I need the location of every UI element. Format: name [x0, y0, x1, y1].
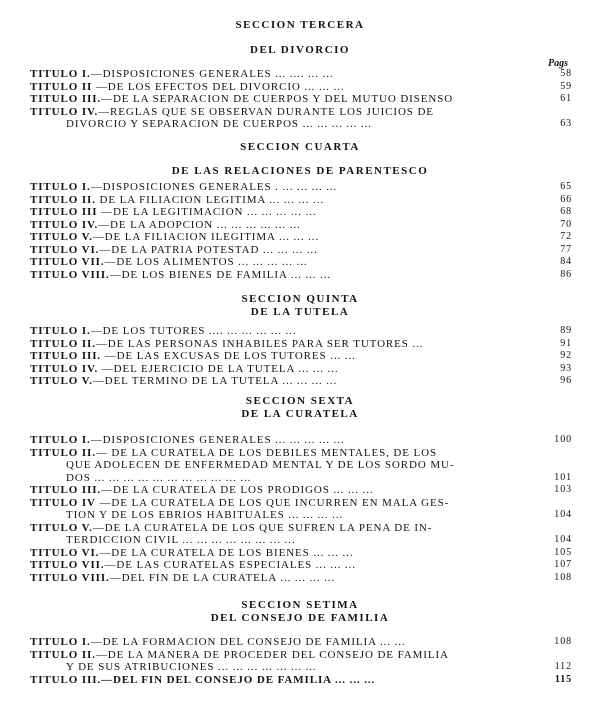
- title-number: TITULO I.: [30, 434, 91, 446]
- title-number: TITULO II: [30, 80, 93, 93]
- page-number: 70: [560, 218, 572, 230]
- page-number: 103: [554, 484, 572, 495]
- title-heading: —DE LOS ALIMENTOS ... ... ... ... ...: [104, 256, 308, 268]
- entry-text: [30, 181, 542, 194]
- toc-entry: [30, 649, 572, 662]
- title-heading: —REGLAS QUE SE OBSERVAN DURANTE LOS JUICIOS DE: [98, 105, 434, 118]
- title-number: TITULO IV.: [30, 105, 99, 118]
- entries-list: [30, 636, 572, 686]
- title-heading: —DE LOS TUTORES .... ... ... ... ... ...: [90, 325, 297, 337]
- entries-list: [30, 325, 572, 388]
- page-number: 61: [560, 93, 572, 104]
- entry-text: [30, 509, 542, 522]
- toc-entry: [30, 534, 572, 547]
- toc-entry: [30, 459, 572, 472]
- title-heading: TERDICCION CIVIL ... ... ... ... ... ... ... ...: [66, 534, 296, 546]
- page-number: 93: [560, 362, 572, 374]
- page-number: 63: [560, 118, 572, 129]
- entries-list: [30, 434, 572, 584]
- entry-text: [30, 244, 542, 257]
- entry-text: [30, 231, 542, 244]
- entry-text: [30, 559, 542, 572]
- entries-list: [30, 181, 572, 281]
- page-number: 115: [554, 673, 572, 685]
- title-heading: —DE LAS EXCUSAS DE LOS TUTORES ... ...: [101, 350, 356, 362]
- section-subtitle: DE LA CURATELA: [241, 408, 359, 420]
- toc-entry: [30, 375, 572, 388]
- toc-entry: [30, 118, 572, 131]
- toc-entry: [30, 219, 572, 232]
- toc-entry: [30, 256, 572, 269]
- title-heading: —DEL TERMINO DE LA TUTELA ... ... ... ...: [92, 375, 338, 387]
- title-heading: —DE LA PATRIA POTESTAD ... ... ... ...: [99, 243, 318, 256]
- title-number: TITULO III.: [30, 350, 102, 362]
- title-heading: TION Y DE LOS EBRIOS HABITUALES ... ... ... ...: [66, 509, 344, 521]
- section-subtitle: DE LA TUTELA: [250, 306, 350, 318]
- page-number: 100: [554, 434, 572, 445]
- title-number: TITULO III.: [30, 484, 102, 496]
- entry-text: [30, 434, 542, 447]
- title-number: TITULO I.: [30, 181, 91, 193]
- title-number: TITULO V.: [30, 375, 93, 387]
- toc-entry: [30, 244, 572, 257]
- page-number: 65: [560, 181, 572, 192]
- toc-entry: [30, 484, 572, 497]
- entry-text: [30, 350, 542, 363]
- title-number: TITULO VII.: [30, 559, 105, 571]
- toc-entry: [30, 194, 572, 207]
- entry-text: [30, 206, 542, 219]
- section-tercera: [0, 18, 600, 130]
- page-number: 107: [554, 559, 572, 570]
- toc-entry: [30, 206, 572, 219]
- entry-text: [30, 547, 542, 560]
- page-number: 108: [554, 636, 572, 647]
- title-heading: —DE LOS EFECTOS DEL DIVORCIO ... ... ...: [92, 80, 345, 93]
- toc-entry: [30, 447, 572, 460]
- page-number: [542, 447, 572, 460]
- title-heading: —DE LA CURATELA DE LOS QUE INCURREN EN MALA GES-: [95, 496, 450, 509]
- entry-text: [30, 256, 542, 269]
- page-number: 101: [554, 471, 572, 483]
- toc-entry: [30, 547, 572, 560]
- title-number: TITULO VIII.: [30, 571, 110, 584]
- entry-text: [30, 81, 542, 94]
- toc-entry: [30, 509, 572, 522]
- toc-entry: [30, 338, 572, 351]
- entry-text: [30, 219, 542, 232]
- toc-entry: [30, 434, 572, 447]
- entry-text: [30, 194, 542, 207]
- page-number: 66: [560, 193, 572, 205]
- entry-text: [30, 534, 542, 547]
- title-heading: —DISPOSICIONES GENERALES ... ... ... ... ...: [90, 434, 345, 446]
- title-number: TITULO II.: [30, 193, 96, 206]
- title-heading: —DE LAS CURATELAS ESPECIALES ... ... ...: [104, 559, 356, 571]
- title-number: TITULO V.: [30, 521, 93, 534]
- section-quinta: [0, 292, 600, 387]
- title-number: TITULO II.: [30, 337, 96, 350]
- page-number: [542, 459, 572, 472]
- entry-text: [30, 472, 542, 485]
- toc-entry: [30, 181, 572, 194]
- entry-text: [30, 375, 542, 388]
- toc-entry: [30, 350, 572, 363]
- section-subtitle: DEL DIVORCIO: [250, 44, 350, 56]
- page-number: [542, 106, 572, 119]
- page-number: 104: [554, 534, 572, 545]
- toc-entry: [30, 93, 572, 106]
- page-number: 77: [560, 243, 572, 255]
- title-heading: —DISPOSICIONES GENERALES . ... ... ... ...: [90, 181, 338, 193]
- page-number: 92: [560, 350, 572, 361]
- entries-list: [30, 68, 572, 131]
- section-sexta: [0, 394, 600, 584]
- entry-text: [30, 661, 542, 674]
- toc-entry: [30, 231, 572, 244]
- entry-text: [30, 484, 542, 497]
- title-heading: — DE LA CURATELA DE LOS DEBILES MENTALES, DE LOS: [95, 446, 438, 459]
- section-setima: [0, 598, 600, 686]
- entry-text: [30, 447, 542, 460]
- page-number: 72: [560, 231, 572, 242]
- page-number: 84: [560, 256, 572, 267]
- title-number: TITULO II.: [30, 446, 96, 459]
- entry-text: [30, 363, 542, 376]
- entry-text: [30, 649, 542, 662]
- title-number: TITULO IV: [30, 496, 96, 509]
- toc-entry: [30, 81, 572, 94]
- title-number: TITULO III.: [30, 93, 102, 105]
- title-heading: —DE LA LEGITIMACION ... ... ... ... ...: [97, 206, 317, 218]
- title-number: TITULO I.: [30, 68, 91, 80]
- title-number: TITULO III.: [30, 673, 102, 686]
- page-number: 86: [560, 268, 572, 280]
- entry-text: [30, 572, 542, 585]
- title-heading: —DISPOSICIONES GENERALES ... .... ... ...: [90, 68, 334, 80]
- toc-entry: [30, 636, 572, 649]
- entry-text: [30, 68, 542, 81]
- title-heading: —DE LA FORMACION DEL CONSEJO DE FAMILIA ... ...: [90, 636, 406, 648]
- toc-entry: [30, 68, 572, 81]
- page-number: 58: [560, 68, 572, 79]
- entry-text: [30, 269, 542, 282]
- entry-text: [30, 338, 542, 351]
- page-number: 91: [560, 337, 572, 349]
- page-number: [542, 497, 572, 510]
- title-heading: —DE LA FILIACION ILEGITIMA ... ... ...: [92, 231, 320, 243]
- entry-text: [30, 636, 542, 649]
- title-number: TITULO VIII.: [30, 268, 110, 281]
- title-number: TITULO VII.: [30, 256, 105, 268]
- section-cuarta: [0, 140, 600, 281]
- section-title: SECCION CUARTA: [240, 141, 360, 153]
- section-subtitle: DEL CONSEJO DE FAMILIA: [210, 612, 390, 624]
- toc-entry: [30, 522, 572, 535]
- entry-text: [30, 93, 542, 106]
- page-number: 59: [560, 80, 572, 92]
- toc-entry: [30, 363, 572, 376]
- title-heading: DIVORCIO Y SEPARACION DE CUERPOS ... ... ... ... ...: [66, 118, 372, 130]
- page-number: 112: [554, 661, 572, 672]
- page-number: [542, 649, 572, 662]
- title-number: TITULO I.: [30, 636, 91, 648]
- toc-entry: [30, 572, 572, 585]
- title-heading: —DEL FIN DE LA CURATELA ... ... ... ...: [109, 571, 336, 584]
- title-number: TITULO III: [30, 206, 98, 218]
- title-number: TITULO IV.: [30, 362, 99, 375]
- title-number: TITULO VI.: [30, 243, 100, 256]
- title-heading: —DE LA MANERA DE PROCEDER DEL CONSEJO DE FAMILIA: [95, 648, 449, 661]
- title-heading: —DE LA SEPARACION DE CUERPOS Y DEL MUTUO DISENSO: [101, 93, 454, 105]
- section-title: SECCION QUINTA: [241, 293, 359, 305]
- page-number: 104: [554, 509, 572, 520]
- title-number: TITULO I.: [30, 325, 91, 337]
- title-heading: —DE LA CURATELA DE LOS BIENES ... ... ...: [99, 546, 354, 559]
- title-heading: DOS ... ... ... ... ... ... ... ... ... ... ...: [66, 471, 252, 484]
- entry-text: [30, 522, 542, 535]
- section-title: SECCION SEXTA: [245, 395, 355, 407]
- section-title: SECCION TERCERA: [235, 19, 365, 31]
- toc-entry: [30, 559, 572, 572]
- page-number: 108: [554, 571, 572, 583]
- page-number: 68: [560, 206, 572, 217]
- title-number: TITULO II.: [30, 648, 96, 661]
- title-heading: Y DE SUS ATRIBUCIONES ... ... ... ... ... ... ...: [66, 661, 317, 673]
- entry-text: [30, 674, 542, 687]
- title-heading: —DE LA CURATELA DE LOS PRODIGOS ... ... ...: [101, 484, 374, 496]
- page-number: 105: [554, 546, 572, 558]
- title-heading: QUE ADOLECEN DE ENFERMEDAD MENTAL Y DE LOS SORDO MU-: [66, 459, 455, 471]
- title-heading: —DEL FIN DEL CONSEJO DE FAMILIA ... ... ...: [101, 673, 376, 686]
- title-number: TITULO IV.: [30, 218, 99, 231]
- title-heading: —DE LAS PERSONAS INHABILES PARA SER TUTORES ...: [95, 337, 424, 350]
- page-number: 89: [560, 325, 572, 336]
- title-heading: DE LA FILIACION LEGITIMA ... ... ... ...: [95, 193, 325, 206]
- toc-entry: [30, 472, 572, 485]
- toc-entry: [30, 269, 572, 282]
- toc-entry: [30, 325, 572, 338]
- title-heading: —DEL EJERCICIO DE LA TUTELA ... ... ...: [98, 362, 339, 375]
- page-number: [542, 522, 572, 535]
- entry-text: [30, 459, 542, 472]
- toc-entry: [30, 106, 572, 119]
- title-number: TITULO V.: [30, 231, 93, 243]
- entry-text: [30, 325, 542, 338]
- pages-column-label: Pags: [548, 58, 568, 69]
- entry-text: [30, 497, 542, 510]
- toc-entry: [30, 497, 572, 510]
- toc-entry: [30, 661, 572, 674]
- entry-text: [30, 106, 542, 119]
- entry-text: [30, 118, 542, 131]
- title-heading: —DE LA ADOPCION ... ... ... ... ... ...: [98, 218, 301, 231]
- title-heading: —DE LOS BIENES DE FAMILIA ... ... ...: [109, 268, 332, 281]
- section-title: SECCION SETIMA: [241, 599, 359, 611]
- title-number: TITULO VI.: [30, 546, 100, 559]
- section-subtitle: DE LAS RELACIONES DE PARENTESCO: [171, 165, 429, 177]
- page-number: 96: [560, 375, 572, 386]
- title-heading: —DE LA CURATELA DE LOS QUE SUFREN LA PENA DE IN-: [92, 521, 433, 534]
- toc-entry: [30, 674, 572, 687]
